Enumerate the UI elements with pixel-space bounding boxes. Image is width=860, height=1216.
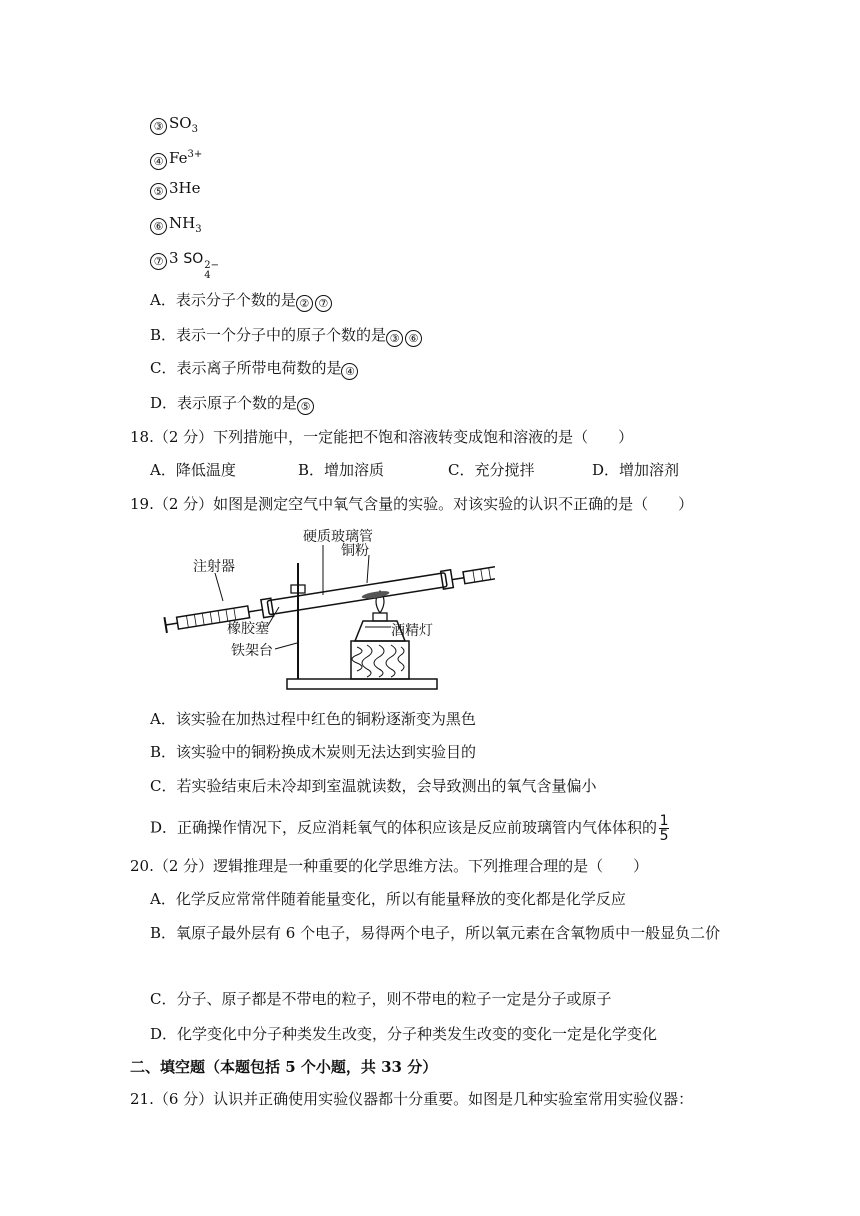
q19-option-c[interactable]: C．若实验结束后未冷却到室温就读数，会导致测出的氧气含量偏小 [150,777,597,795]
q17-item-5: ⑤ 3He [150,178,201,200]
label-copper-powder: 铜粉 [341,543,369,559]
label-alcohol-lamp: 酒精灯 [391,623,433,639]
circled-number: ③ [150,118,167,135]
wood-block [351,641,409,679]
fraction-one-fifth: $\frac{1}{5}$ [659,813,669,844]
q20-option-c[interactable]: C．分子、原子都是不带电的粒子，则不带电的粒子一定是分子或原子 [150,990,612,1008]
q17-option-d[interactable]: D．表示原子个数的是 ⑤ [150,393,316,415]
q17-item-4: ④ $Fe^{3+}$ [150,145,202,170]
q21-stem: 21.（6 分）认识并正确使用实验仪器都十分重要。如图是几种实验室常用实验仪器： [130,1090,694,1108]
q19-option-b[interactable]: B．该实验中的铜粉换成木炭则无法达到实验目的 [150,743,477,761]
q19-stem: 19.（2 分）如图是测定空气中氧气含量的实验。对该实验的认识不正确的是（ ） [130,495,694,513]
stand-base [287,679,437,689]
q20-option-b[interactable]: B．氧原子最外层有 6 个电子，易得两个电子，所以氧元素在含氧物质中一般显负二价 [150,924,721,942]
q18-option-b[interactable]: B．增加溶质 [298,461,385,479]
circled-number: ⑤ [150,183,167,200]
q18-option-d[interactable]: D．增加溶剂 [592,461,680,479]
q19-option-a[interactable]: A．该实验在加热过程中红色的铜粉逐渐变为黑色 [150,710,476,728]
q18-option-a[interactable]: A．降低温度 [150,461,236,479]
glass-tube [267,573,447,615]
circled-number: ⑦ [150,253,167,270]
section-heading: 二、填空题（本题包括 5 个小题，共 33 分） [130,1058,438,1076]
circled-number: ⑥ [150,218,167,235]
label-iron-stand: 铁架台 [231,643,273,659]
q20-option-d[interactable]: D．化学变化中分子种类发生改变，分子种类发生改变的变化一定是化学变化 [150,1025,658,1043]
q17-item-6: ⑥ $NH_3$ [150,213,202,240]
q17-option-a[interactable]: A．表示分子个数的是 ② ⑦ [150,290,334,312]
q17-option-c[interactable]: C．表示离子所带电荷数的是 ④ [150,358,360,380]
q17-item-7: ⑦ 3 SO 2− 4 [150,248,219,281]
circled-number: ④ [150,153,167,170]
label-rubber-stopper: 橡胶塞 [227,621,269,637]
q18-stem: 18.（2 分）下列措施中，一定能把不饱和溶液转变成饱和溶液的是（ ） [130,428,634,446]
q19-option-d[interactable]: D．正确操作情况下，反应消耗氧气的体积应该是反应前玻璃管内气体体积的 $\frac{1}{5}$ [150,813,669,844]
syringe-right [463,561,495,584]
q17-item-3: ③ $SO_3$ [150,113,198,140]
q20-stem: 20.（2 分）逻辑推理是一种重要的化学思维方法。下列推理合理的是（ ） [130,857,649,875]
q18-option-c[interactable]: C．充分搅拌 [448,461,535,479]
label-glass-tube: 硬质玻璃管 [303,529,373,545]
experiment-apparatus-figure [155,523,495,695]
sulfate-ion: SO [183,251,204,267]
q17-option-b[interactable]: B．表示一个分子中的原子个数的是 ③ ⑥ [150,325,424,347]
q18-options [150,460,710,480]
q20-option-a[interactable]: A．化学反应常常伴随着能量变化，所以有能量释放的变化都是化学反应 [150,890,626,908]
label-syringe: 注射器 [193,559,235,575]
